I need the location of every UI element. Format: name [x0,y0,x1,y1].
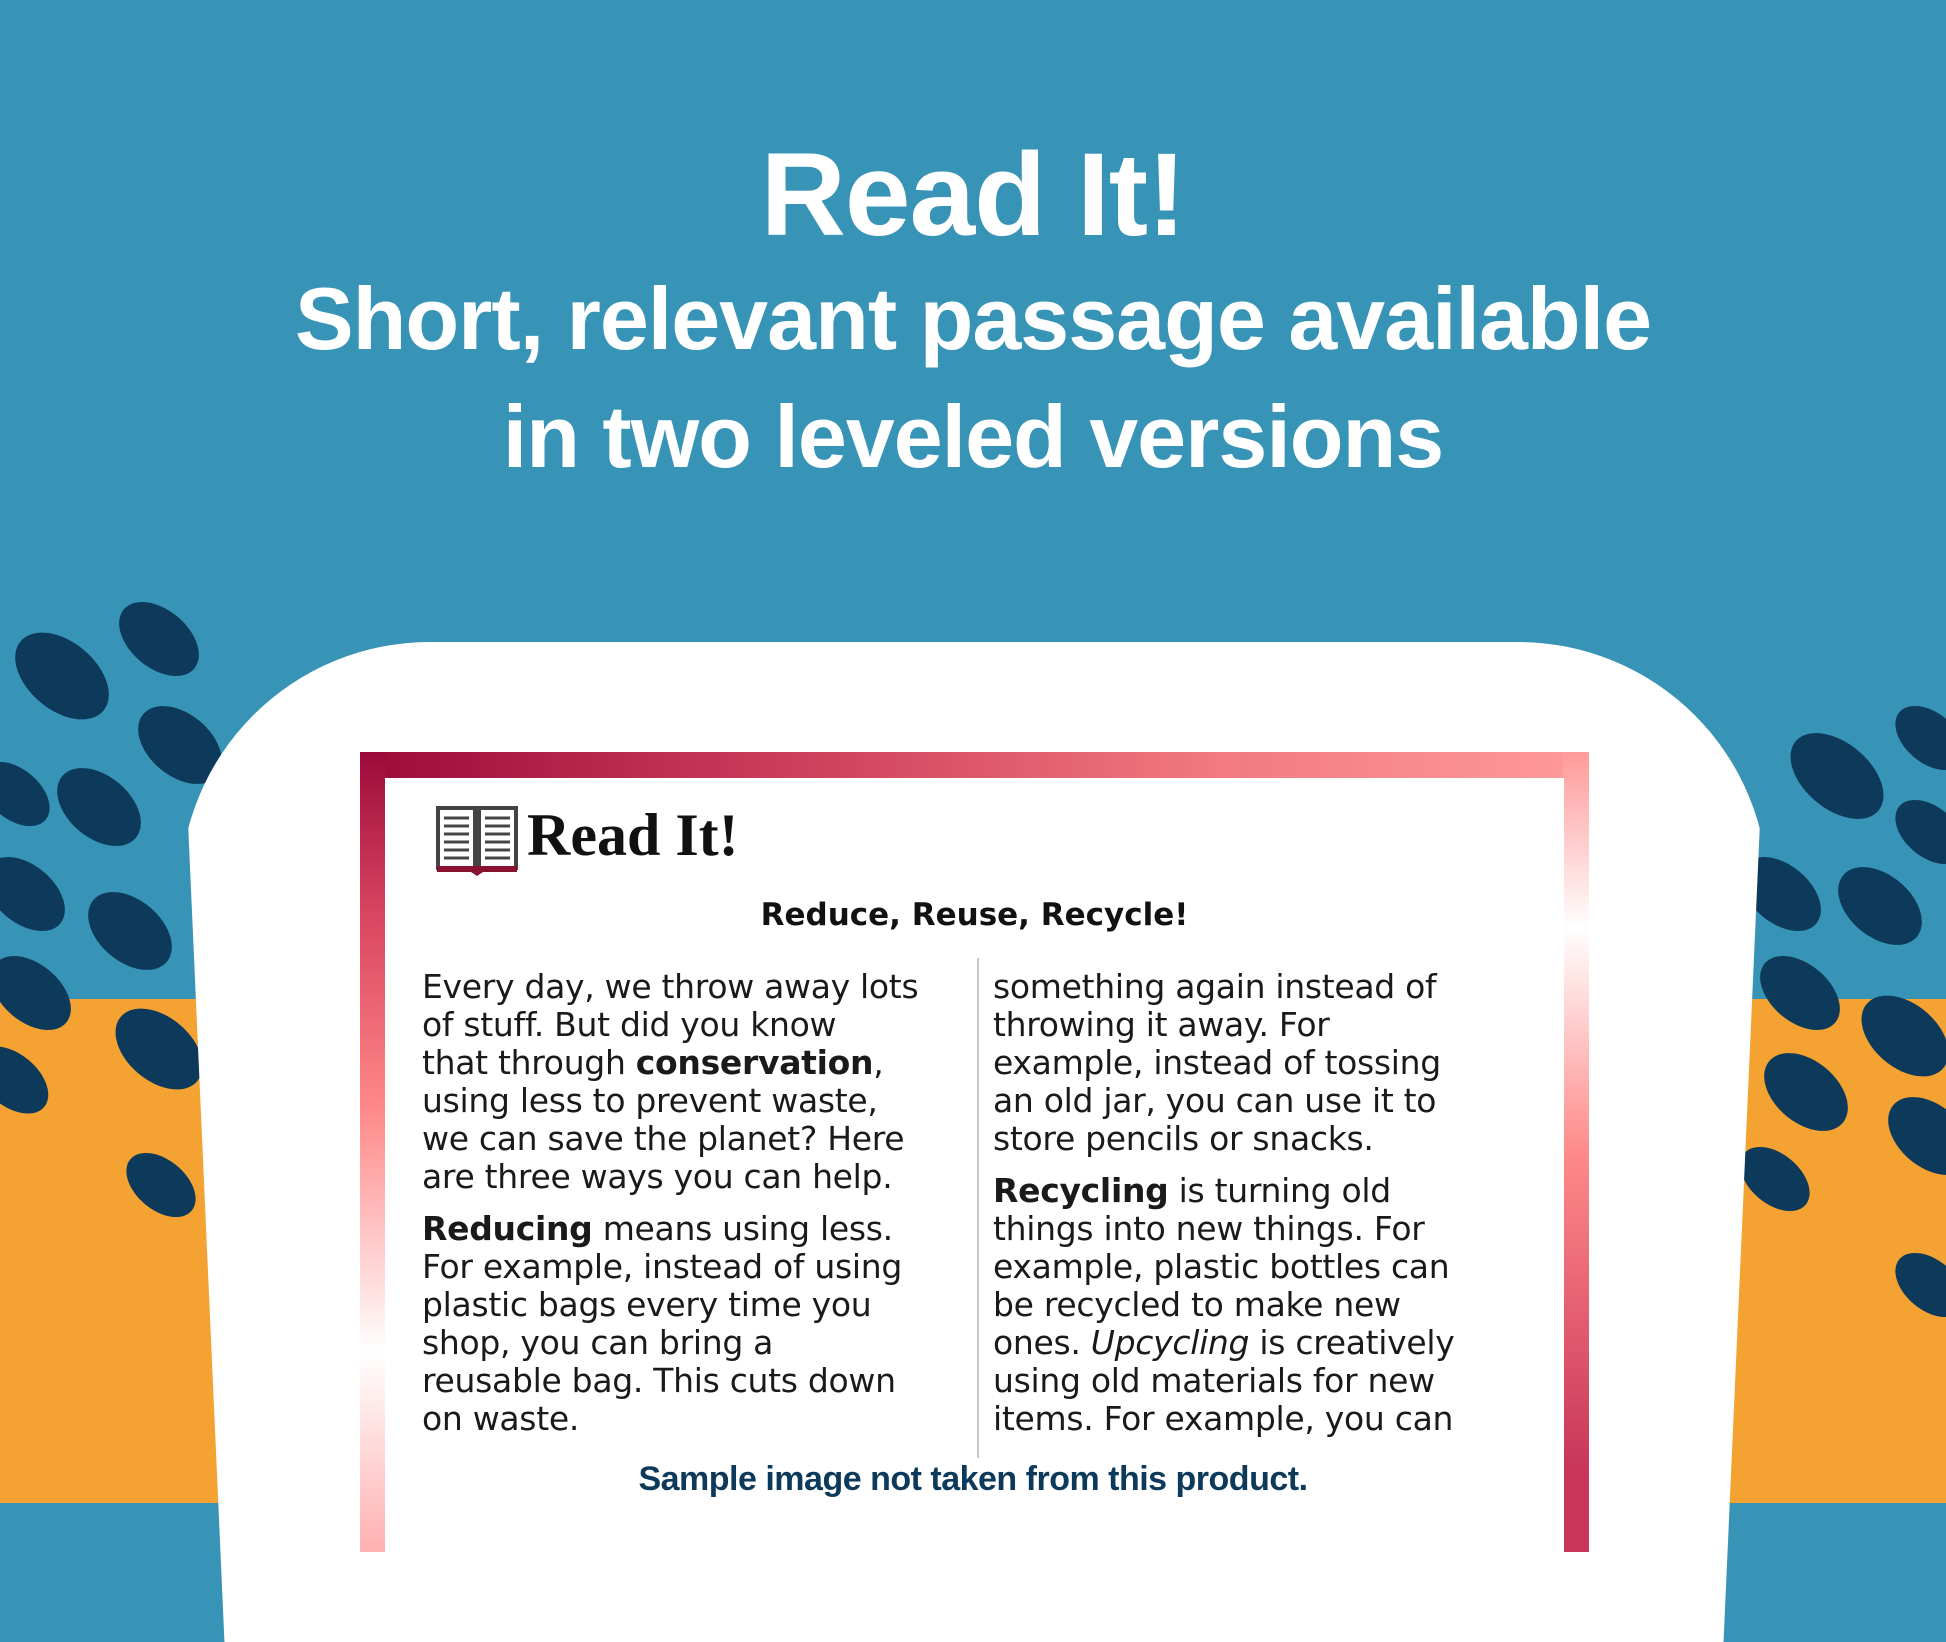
blob-shape [1883,787,1946,877]
text-line [993,1044,1455,1082]
blob-shape [1774,716,1899,836]
blob-shape [0,749,62,839]
text-line [993,1362,1455,1400]
text-line [993,968,1455,1006]
card-inner [385,778,1564,1552]
headline-line-1: Short, relevant passage available [294,269,1652,368]
text-segment: means using less. [592,1209,893,1248]
text-line [993,1400,1455,1438]
text-segment: example, plastic bottles can [993,1247,1450,1286]
text-line [993,1286,1455,1324]
card-title: Read It! [527,802,739,868]
bold-term: conservation [635,1043,874,1082]
text-line [993,1006,1455,1044]
passage-title: Reduce, Reuse, Recycle! [760,897,1189,933]
text-segment: store pencils or snacks. [993,1119,1374,1158]
text-line [422,1082,918,1120]
text-segment: throwing it away. For [993,1005,1330,1044]
text-segment: For example, instead of using [422,1247,902,1286]
blob-shape [1823,851,1936,960]
text-line [422,968,918,1006]
text-line [993,1210,1455,1248]
text-line [993,1120,1455,1158]
text-segment: that through [422,1043,636,1082]
text-segment: we can save the planet? Here [422,1119,905,1158]
text-line [993,1248,1455,1286]
left-column [422,968,918,1452]
blob-shape [1883,693,1946,783]
text-line [422,1158,918,1196]
text-line [422,1120,918,1158]
text-line [422,1286,918,1324]
text-segment: , [873,1043,884,1082]
text-line [993,1172,1455,1210]
text-line [422,1248,918,1286]
open-book-icon [435,800,519,876]
blob-shape [0,842,79,946]
text-segment: are three ways you can help. [422,1157,893,1196]
text-segment: using old materials for new [993,1361,1435,1400]
text-line [422,1362,918,1400]
card-border-right [1563,752,1589,1552]
sample-watermark: Sample image not taken from this product. [638,1460,1308,1498]
text-segment: things into new things. For [993,1209,1425,1248]
bold-term: Recycling [993,1171,1169,1210]
column-divider [977,958,979,1458]
text-segment: is turning old [1168,1171,1391,1210]
text-segment: of stuff. But did you know [422,1005,837,1044]
blob-shape [73,876,186,985]
headline [0,130,1946,496]
text-segment: an old jar, you can use it to [993,1081,1437,1120]
paragraph [993,1172,1455,1438]
right-column [993,968,1455,1452]
text-segment: using less to prevent waste, [422,1081,878,1120]
text-segment: ones. [993,1323,1091,1362]
text-line [422,1400,918,1438]
paragraph [993,968,1455,1158]
paragraph [422,1210,918,1438]
blob-shape [0,615,125,737]
text-line [422,1324,918,1362]
text-segment: Every day, we throw away lots [422,967,919,1006]
headline-title: Read It! [760,129,1186,261]
text-line [422,1006,918,1044]
text-line [993,1324,1455,1362]
text-segment: example, instead of tossing [993,1043,1441,1082]
blob-shape [42,752,155,861]
paragraph [422,968,918,1196]
worksheet-preview-card [360,752,1589,1552]
text-segment: plastic bags every time you [422,1285,872,1324]
text-segment: be recycled to make new [993,1285,1401,1324]
text-line [422,1044,918,1082]
text-segment: on waste. [422,1399,580,1438]
blob-shape [105,587,213,691]
text-line [993,1082,1455,1120]
text-segment: is creatively [1249,1323,1455,1362]
italic-term: Upcycling [1090,1323,1250,1362]
headline-line-2: in two leveled versions [502,387,1444,486]
text-segment: shop, you can bring a [422,1323,774,1362]
text-line [422,1210,918,1248]
text-segment: items. For example, you can [993,1399,1454,1438]
text-segment: something again instead of [993,967,1437,1006]
bold-term: Reducing [422,1209,593,1248]
card-border-left [360,752,386,1552]
text-segment: reusable bag. This cuts down [422,1361,896,1400]
